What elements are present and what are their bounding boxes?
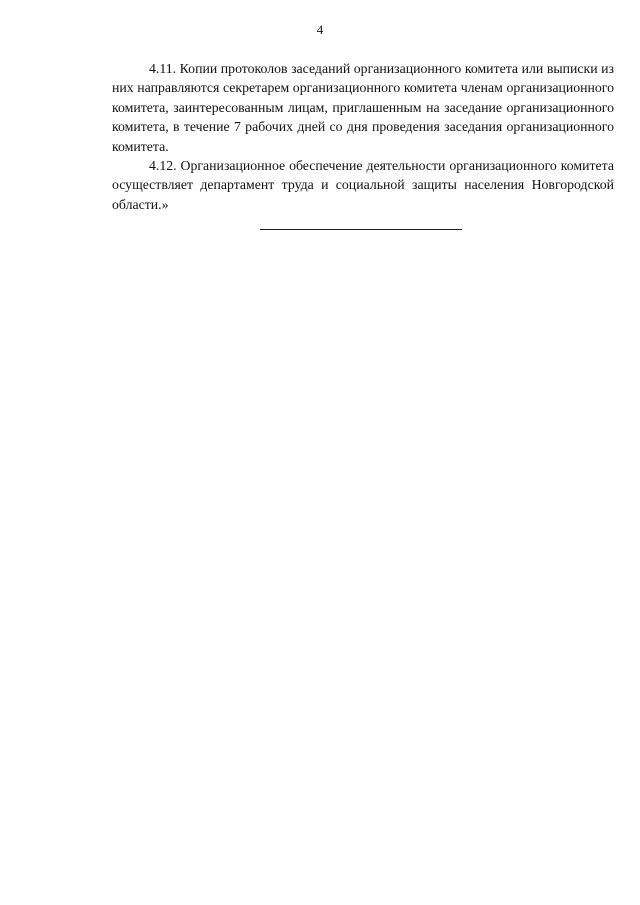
paragraph-4-11: 4.11. Копии протоколов заседаний организационного комитета или выписки из них направляются секретарем организационного комитета членам организационного комитета, заинтересованным лицам, приглашенным на заседание организационного комитета, в течение 7 рабочих дней со дня проведения заседания организационного комитета. [112, 61, 614, 154]
page-number: 4 [316, 22, 324, 37]
document-body [112, 59, 614, 214]
paragraph-4-12: 4.12. Организационное обеспечение деятельности организационного комитета осуществляет департамент труда и социальной защиты населения Новгородской области.» [112, 158, 614, 212]
closing-separator-line [260, 229, 462, 230]
